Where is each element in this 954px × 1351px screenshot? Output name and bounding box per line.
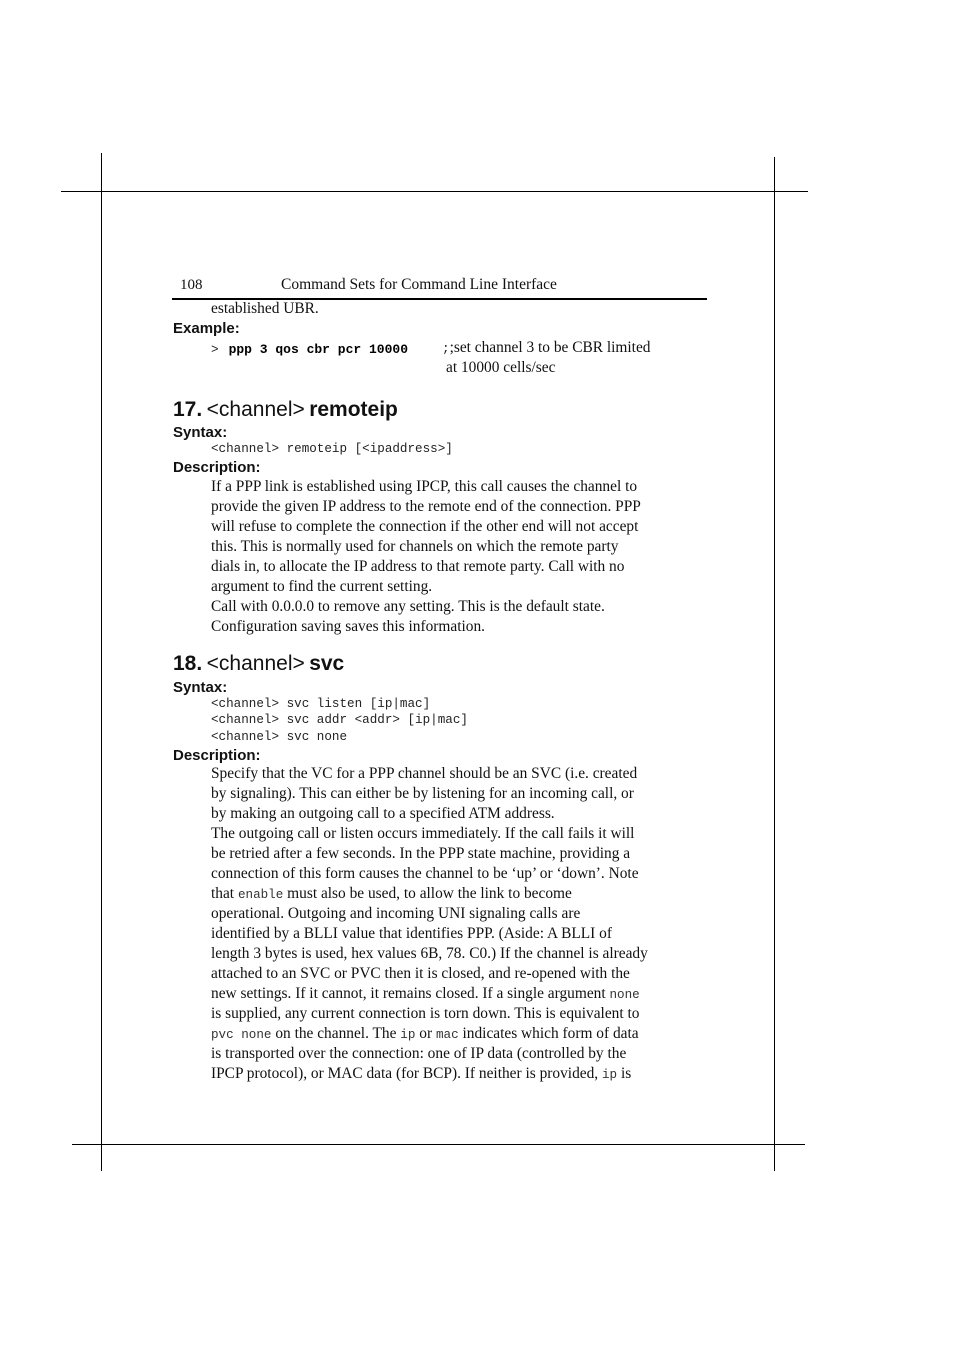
description-line: will refuse to complete the connection if the other end will not accept	[211, 518, 639, 535]
inline-code: pvc none	[211, 1028, 272, 1042]
description-label: Description:	[173, 459, 261, 476]
example-command-line	[211, 340, 408, 358]
description-body	[211, 764, 711, 1084]
description-line: is supplied, any current connection is torn down. This is equivalent to	[211, 1005, 640, 1022]
text-run: IPCP protocol), or MAC data (for BCP). If neither is provided,	[211, 1065, 599, 1082]
text-run: or	[419, 1025, 433, 1042]
syntax-label: Syntax:	[173, 679, 228, 696]
inline-code: none	[609, 988, 640, 1002]
section-number: 18.	[173, 652, 203, 675]
example-command: ppp 3 qos cbr pcr 10000	[228, 342, 408, 357]
text-run: on the channel. The	[275, 1025, 397, 1042]
syntax-line: <channel> svc listen [ip|mac]	[211, 697, 431, 711]
inline-code: enable	[237, 888, 284, 902]
description-line: argument to find the current setting.	[211, 578, 433, 595]
description-line: this. This is normally used for channels on which the remote party	[211, 538, 619, 555]
running-header-title: Command Sets for Command Line Interface	[281, 276, 557, 293]
crop-mark	[72, 1144, 805, 1145]
description-line: The outgoing call or listen occurs immediately. If the call fails it will	[211, 825, 635, 842]
inline-code: ip	[602, 1068, 618, 1082]
section-channel: <channel>	[206, 652, 305, 675]
section-command: svc	[309, 652, 345, 675]
text-run: new settings. If it cannot, it remains closed. If a single argument	[211, 985, 606, 1002]
syntax-line: <channel> remoteip [<ipaddress>]	[211, 442, 453, 456]
description-line: be retried after a few seconds. In the PPP state machine, providing a	[211, 845, 631, 862]
description-line: provide the given IP address to the remote end of the connection. PPP	[211, 498, 641, 515]
section-channel: <channel>	[206, 398, 305, 421]
description-line: length 3 bytes is used, hex values 6B, 78. C0.) If the channel is already	[211, 945, 648, 962]
example-comment	[442, 338, 650, 359]
inline-code: mac	[435, 1028, 459, 1042]
description-line	[211, 1024, 711, 1044]
crop-mark	[774, 157, 775, 1171]
text-run: indicates which form of data	[462, 1025, 639, 1042]
description-line: is transported over the connection: one of IP data (controlled by the	[211, 1045, 627, 1062]
description-line: Configuration saving saves this information.	[211, 618, 486, 635]
section-heading-17	[173, 398, 398, 422]
description-line: connection of this form causes the channel to be ‘up’ or ‘down’. Note	[211, 865, 639, 882]
syntax-line: <channel> svc addr <addr> [ip|mac]	[211, 713, 468, 727]
description-line	[211, 984, 711, 1004]
description-line: by signaling). This can either be by listening for an incoming call, or	[211, 785, 634, 802]
description-line: dials in, to allocate the IP address to that remote party. Call with no	[211, 558, 625, 575]
inline-code: ip	[400, 1028, 416, 1042]
description-line	[211, 884, 711, 904]
description-body	[211, 477, 711, 637]
example-label: Example:	[173, 320, 240, 337]
description-line: Specify that the VC for a PPP channel should be an SVC (i.e. created	[211, 765, 638, 782]
crop-mark	[101, 153, 102, 1171]
example-comment-cont: at 10000 cells/sec	[446, 359, 556, 376]
description-line: by making an outgoing call to a specified ATM address.	[211, 805, 555, 822]
text-run: must also be used, to allow the link to become	[287, 885, 572, 902]
text-run: is	[620, 1065, 632, 1082]
description-line: operational. Outgoing and incoming UNI signaling calls are	[211, 905, 581, 922]
syntax-line: <channel> svc none	[211, 730, 348, 744]
description-line: If a PPP link is established using IPCP, this call causes the channel to	[211, 478, 638, 495]
page-number: 108	[180, 277, 203, 293]
prompt-symbol: >	[211, 343, 219, 357]
description-line: Call with 0.0.0.0 to remove any setting. This is the default state.	[211, 598, 605, 615]
description-line	[211, 1064, 711, 1084]
section-heading-18	[173, 652, 344, 676]
crop-mark	[61, 191, 808, 192]
comment-semicolon: ;	[442, 342, 450, 356]
description-line: attached to an SVC or PVC then it is closed, and re-opened with the	[211, 965, 630, 982]
section-command: remoteip	[309, 398, 398, 421]
text-run: that	[211, 885, 235, 902]
syntax-label: Syntax:	[173, 424, 228, 441]
continuation-text: established UBR.	[211, 300, 319, 317]
example-comment-text: ;set channel 3 to be CBR limited	[449, 339, 651, 356]
section-number: 17.	[173, 398, 203, 421]
description-line: identified by a BLLI value that identifies PPP. (Aside: A BLLI of	[211, 925, 612, 942]
description-label: Description:	[173, 747, 261, 764]
